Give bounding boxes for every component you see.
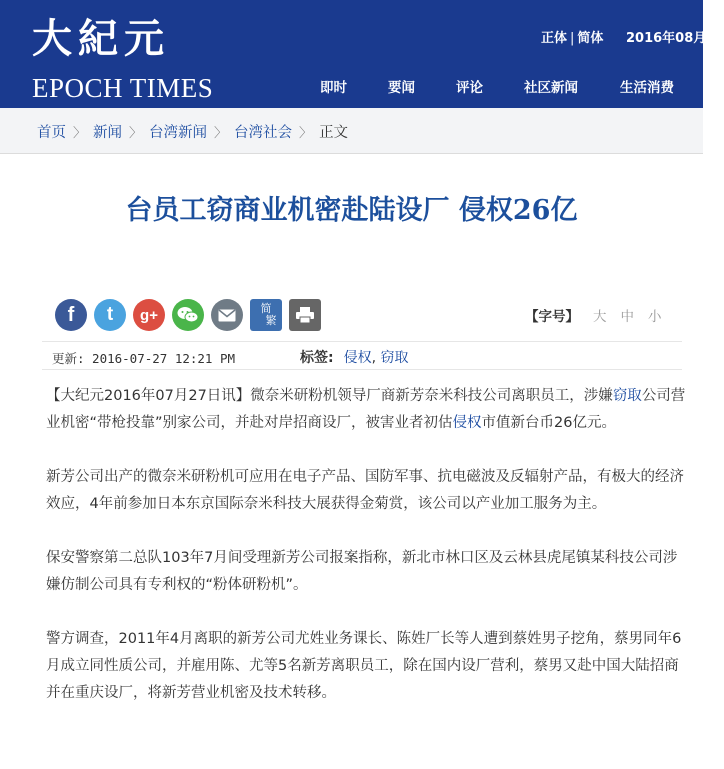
paragraph-text: 市值新台币26亿元。 — [481, 415, 616, 431]
breadcrumb-taiwan-news[interactable]: 台湾新闻 — [149, 125, 208, 141]
nav-item-headlines[interactable]: 要闻 — [388, 80, 415, 96]
nav-item-lifestyle[interactable]: 生活消费 — [620, 80, 674, 96]
article-paragraph: 警方调查，2011年4月离职的新芳公司尤姓业务课长、陈姓厂长等人遭到蔡姓男子挖角，蔡男同年6月成立同性质公司，并雇用陈、尤等5名新芳离职员工，除在国内设厂营利，蔡男又赴中国大陆招商并在重庆设厂，将新芳营业机密及技术转移。 — [46, 631, 682, 701]
nav-item-instant[interactable]: 即时 — [320, 80, 347, 96]
keyword-link[interactable]: 侵权 — [452, 415, 482, 431]
breadcrumb-news[interactable]: 新闻 — [93, 125, 123, 141]
google-plus-glyph: g+ — [140, 306, 158, 324]
article-paragraph — [46, 383, 686, 437]
twitter-glyph: t — [106, 304, 114, 325]
breadcrumb-separator: 〉 — [129, 126, 143, 141]
tags-label: 标签: — [300, 350, 334, 366]
print-icon[interactable] — [289, 299, 321, 331]
breadcrumb-separator: 〉 — [73, 126, 87, 141]
nav-item-community-news[interactable]: 社区新闻 — [524, 80, 578, 96]
article-meta — [42, 341, 682, 370]
lang-simplified-link[interactable]: 简体 — [577, 31, 604, 46]
wechat-glyph — [177, 306, 199, 324]
logo-english[interactable]: EPOCH TIMES — [32, 73, 214, 103]
paragraph-text: 公司营业机密“带枪投靠”别家公司，并赴对岸招商设厂，被害业者初估 — [46, 388, 686, 431]
breadcrumb-home[interactable]: 首页 — [37, 125, 66, 141]
article-title: 台员工窃商业机密赴陆设厂 侵权26亿 — [125, 195, 578, 226]
breadcrumb-separator: 〉 — [214, 126, 228, 141]
keyword-link[interactable]: 窃取 — [612, 388, 642, 404]
jian-glyph: 简 — [260, 303, 272, 315]
facebook-icon[interactable] — [55, 299, 87, 331]
breadcrumb-taiwan-society[interactable]: 台湾社会 — [234, 125, 293, 141]
updated-time: 更新: 2016-07-27 12:21 PM — [52, 351, 236, 366]
font-size-medium[interactable]: 中 — [620, 309, 634, 325]
fan-glyph: 繁 — [265, 315, 277, 327]
font-size-large[interactable]: 大 — [593, 309, 607, 325]
font-size-label: 【字号】 — [525, 309, 579, 325]
article-paragraph: 新芳公司出产的微奈米研粉机可应用在电子产品、国防军事、抗电磁波及反辐射产品，有极大的经济效应，4年前参加日本东京国际奈米科技大展获得金菊赏，该公司以产业加工服务为主。 — [46, 469, 684, 512]
header-date: 2016年08月11 — [626, 31, 724, 46]
font-size-selector — [525, 305, 662, 325]
paragraph-text: 【大纪元2016年07月27日讯】微奈米研粉机领导厂商新芳奈米科技公司离职员工，涉嫌 — [46, 388, 613, 404]
lang-separator: | — [570, 31, 575, 46]
language-switcher — [541, 27, 603, 46]
tag-separator: , — [371, 350, 377, 366]
article-paragraph: 保安警察第二总队103年7月间受理新芳公司报案指称，新北市林口区及云林县虎尾镇某科技公司涉嫌仿制公司具有专利权的“粉体研粉机”。 — [46, 550, 678, 593]
logo-chinese[interactable]: 大紀元 — [32, 15, 170, 62]
simplified-traditional-icon[interactable] — [250, 299, 282, 331]
google-plus-icon[interactable] — [133, 299, 165, 331]
printer-glyph — [295, 306, 315, 324]
wechat-icon[interactable] — [172, 299, 204, 331]
nav-item-opinion[interactable]: 评论 — [456, 80, 483, 96]
lang-traditional-link[interactable]: 正体 — [541, 31, 568, 46]
tag-link[interactable]: 侵权 — [343, 350, 372, 366]
site-header — [0, 0, 724, 108]
facebook-glyph: f — [67, 303, 75, 326]
breadcrumb — [0, 108, 703, 154]
tag-link[interactable]: 窃取 — [380, 350, 409, 366]
envelope-glyph — [218, 309, 236, 322]
email-icon[interactable] — [211, 299, 243, 331]
breadcrumb-separator: 〉 — [299, 126, 313, 141]
breadcrumb-current: 正文 — [319, 125, 349, 141]
article-body — [46, 383, 686, 734]
font-size-small[interactable]: 小 — [648, 309, 662, 325]
twitter-icon[interactable] — [94, 299, 126, 331]
tag-list — [300, 347, 409, 367]
